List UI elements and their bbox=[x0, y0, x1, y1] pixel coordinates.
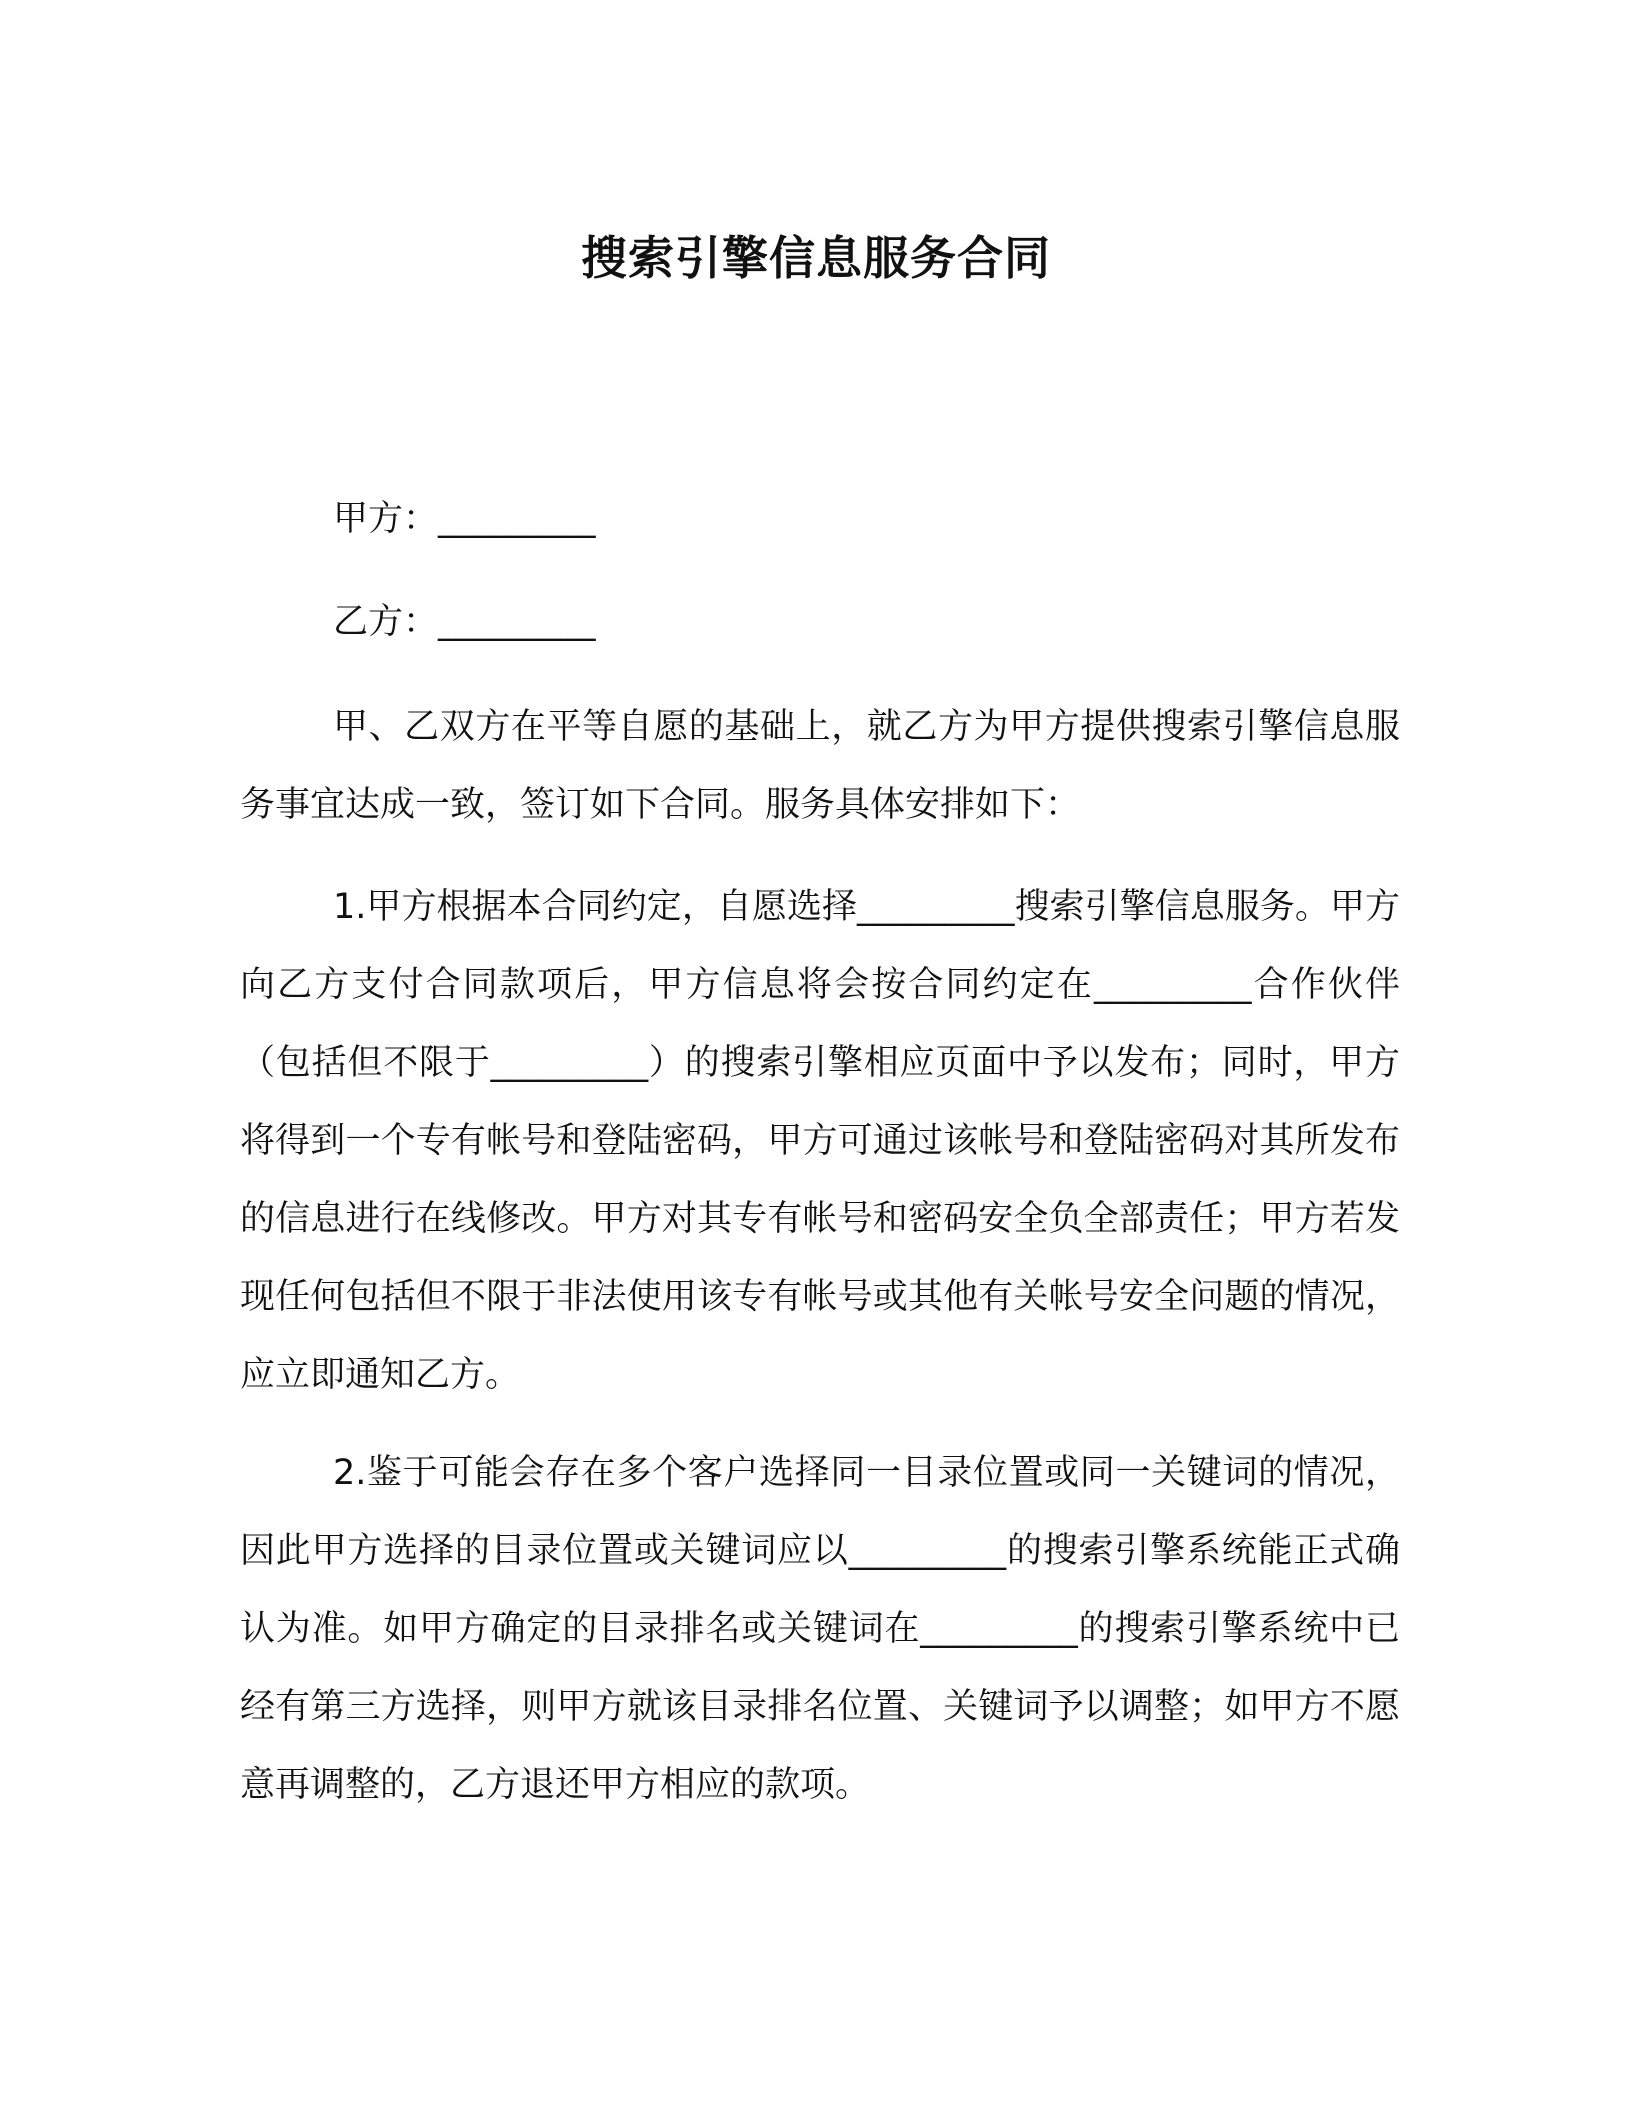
intro-paragraph: 甲、乙双方在平等自愿的基础上，就乙方为甲方提供搜索引擎信息服务事宜达成一致，签订如下合同。服务具体安排如下： bbox=[240, 707, 1400, 825]
document-title: 搜索引擎信息服务合同 bbox=[581, 231, 1051, 285]
party-a-line: 甲方：_________ bbox=[333, 499, 596, 539]
clause-2-paragraph: 2.鉴于可能会存在多个客户选择同一目录位置或同一关键词的情况，因此甲方选择的目录位置或关键词应以_________的搜索引擎系统能正式确认为准。如甲方确定的目录排名或关键词在_________的搜索引擎系统中已经有第三方选择，则甲方就该目录排名位置、关键词予以调整；如甲方不愿意再调整的，乙方退还甲方相应的款项。 bbox=[240, 1453, 1400, 1805]
party-b-line: 乙方：_________ bbox=[333, 602, 596, 642]
clause-1-paragraph: 1.甲方根据本合同约定，自愿选择_________搜索引擎信息服务。甲方向乙方支付合同款项后，甲方信息将会按合同约定在_________合作伙伴（包括但不限于_________）的搜索引擎相应页面中予以发布；同时，甲方将得到一个专有帐号和登陆密码，甲方可通过该帐号和登陆密码对其所发布的信息进行在线修改。甲方对其专有帐号和密码安全负全部责任；甲方若发现任何包括但不限于非法使用该专有帐号或其他有关帐号安全问题的情况，应立即通知乙方。 bbox=[240, 887, 1400, 1395]
